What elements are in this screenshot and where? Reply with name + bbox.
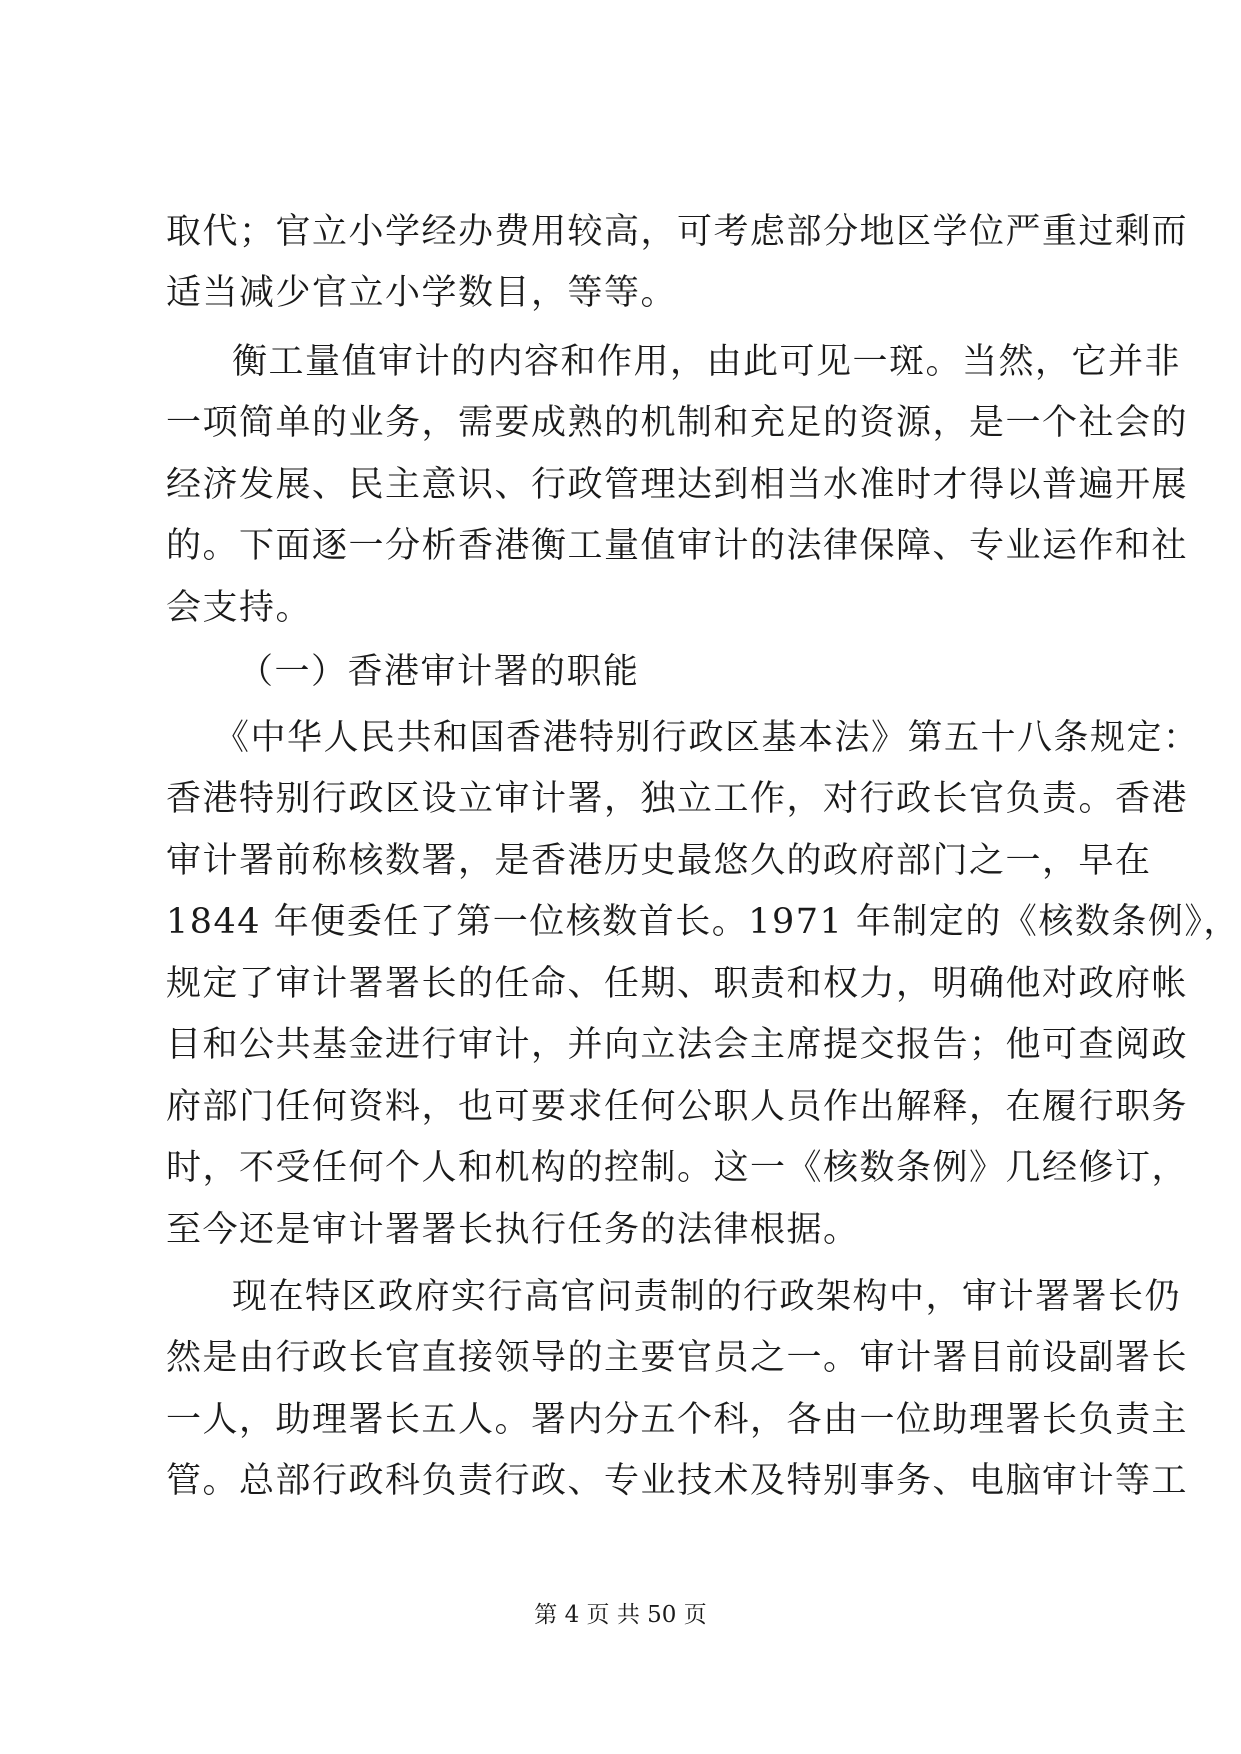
text-line-10: 香港特别行政区设立审计署，独立工作，对行政长官负责。香港 [166, 779, 1189, 819]
text-line-19: 然是由行政长官直接领导的主要官员之一。审计署目前设副署长 [166, 1338, 1189, 1378]
text-line-21: 管。总部行政科负责行政、专业技术及特别事务、电脑审计等工 [166, 1461, 1189, 1501]
text-line-5: 经济发展、民主意识、行政管理达到相当水准时才得以普遍开展 [166, 465, 1189, 505]
text-line-1: 取代；官立小学经办费用较高，可考虑部分地区学位严重过剩而 [166, 212, 1189, 252]
text-line-6: 的。下面逐一分析香港衡工量值审计的法律保障、专业运作和社 [166, 526, 1189, 566]
page-number-footer: 第 4 页 共 50 页 [534, 1602, 707, 1628]
text-line-9: 《中华人民共和国香港特别行政区基本法》第五十八条规定： [214, 718, 1200, 758]
text-line-17: 至今还是审计署署长执行任务的法律根据。 [166, 1210, 860, 1250]
text-line-14: 目和公共基金进行审计，并向立法会主席提交报告；他可查阅政 [166, 1025, 1189, 1065]
text-line-18: 现在特区政府实行高官问责制的行政架构中，审计署署长仍 [232, 1277, 1182, 1317]
text-line-7: 会支持。 [166, 588, 313, 628]
text-line-11: 审计署前称核数署，是香港历史最悠久的政府部门之一，早在 [166, 841, 1152, 881]
text-line-4: 一项简单的业务，需要成熟的机制和充足的资源，是一个社会的 [166, 403, 1189, 443]
text-line-13: 规定了审计署署长的任命、任期、职责和权力，明确他对政府帐 [166, 964, 1189, 1004]
text-line-2: 适当减少官立小学数目，等等。 [166, 273, 678, 313]
text-line-3: 衡工量值审计的内容和作用，由此可见一斑。当然，它并非 [232, 342, 1182, 382]
text-line-12: 1844 年便委任了第一位核数首长。1971 年制定的《核数条例》， [166, 902, 1240, 942]
text-line-15: 府部门任何资料，也可要求任何公职人员作出解释，在履行职务 [166, 1087, 1189, 1127]
section-heading: （一）香港审计署的职能 [238, 652, 640, 692]
text-line-20: 一人，助理署长五人。署内分五个科，各由一位助理署长负责主 [166, 1400, 1189, 1440]
text-line-16: 时，不受任何个人和机构的控制。这一《核数条例》几经修订， [166, 1148, 1189, 1188]
